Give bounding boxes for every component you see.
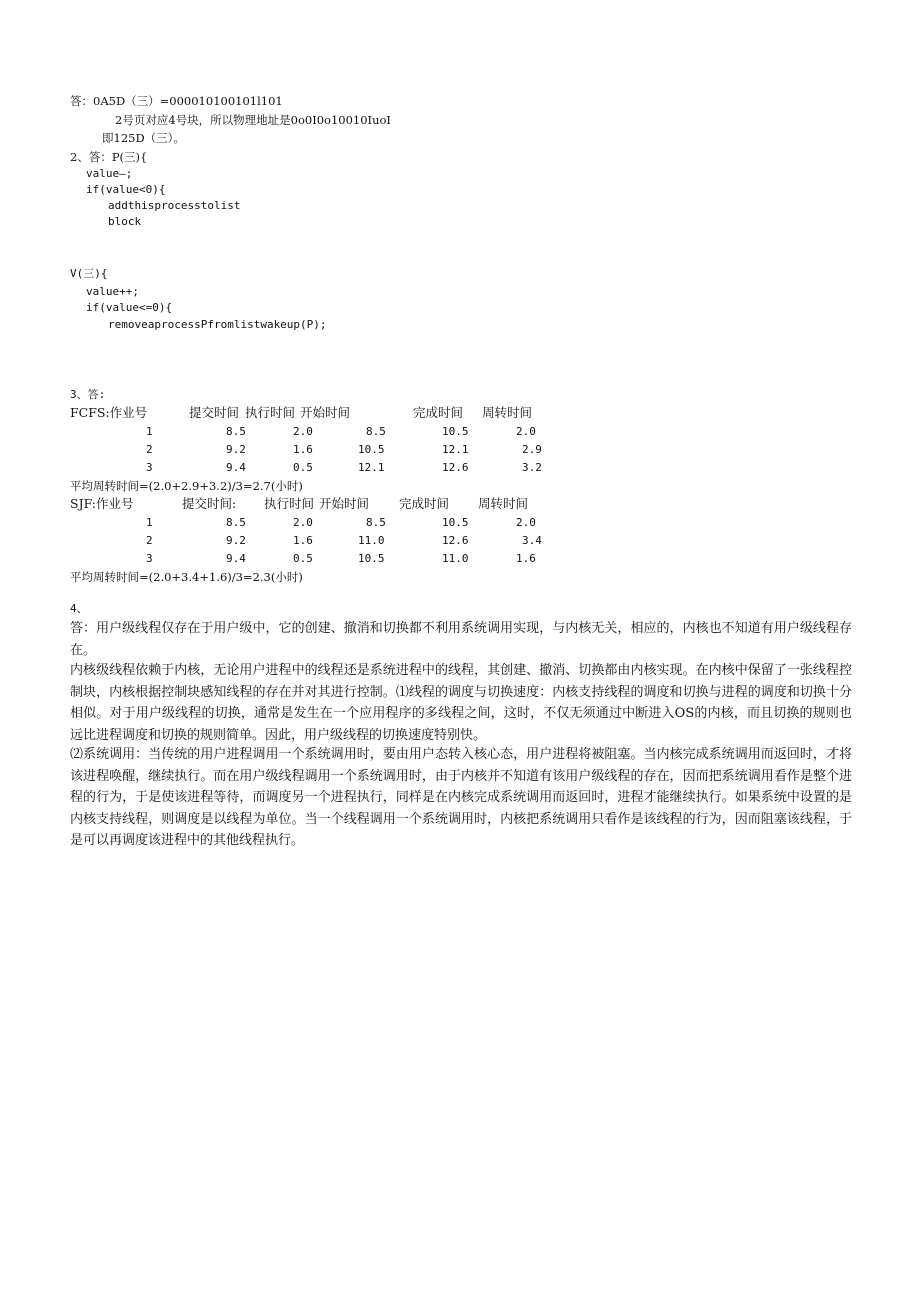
sjf-header-start: 开始时间 [319, 496, 370, 511]
table-cell: 1.6 [293, 443, 313, 456]
code-line: if(value<=0){ [86, 301, 173, 314]
table-cell: 1 [146, 516, 153, 529]
fcfs-header-start: 开始时间 [300, 405, 351, 420]
code-line: value—; [86, 167, 133, 180]
answer4-paragraph: 内核级线程依赖于内核，无论用户进程中的线程还是系统进程中的线程，其创建、撤消、切换都由内核实现。在内核中保留了一张线程控制块，内核根据控制块感知线程的存在并对其进行控制。⑴线程的调度与切换速度：内核支持线程的调度和切换与进程的调度和切换十分相似。对于用户级线程的切换，通常是发生在一个应用程序的多线程之间，这时，不仅无须通过中断进入OS的内核，而且切换的规则也远比进程调度和切换的规则简单。因此，用户级线程的切换速度特别快。 [70, 663, 852, 743]
code-line: removeaprocessPfromlistwakeup(P); [108, 318, 327, 331]
table-cell: 9.2 [226, 443, 246, 456]
code-line: value++; [86, 285, 139, 298]
code-line: block [108, 215, 142, 228]
answer3-label: 3、答: [70, 388, 106, 401]
fcfs-header-submit: 提交时间 [189, 405, 240, 420]
table-cell: 2 [146, 534, 153, 547]
fcfs-label: FCFS:作业号 [70, 405, 148, 420]
table-cell: 2.9 [522, 443, 542, 456]
fcfs-header-exec: 执行时间 [245, 405, 296, 420]
code-line: if(value<0){ [86, 183, 166, 196]
table-cell: 0.5 [293, 552, 313, 565]
table-cell: 1.6 [293, 534, 313, 547]
table-cell: 3 [146, 552, 153, 565]
table-cell: 10.5 [358, 552, 385, 565]
answer4-paragraph: 答：用户级线程仅存在于用户级中，它的创建、撤消和切换都不利用系统调用实现，与内核无关，相应的，内核也不知道有用户级线程存在。 [70, 621, 852, 658]
table-cell: 3.4 [522, 534, 542, 547]
fcfs-header-finish: 完成时间 [413, 405, 464, 420]
table-cell: 0.5 [293, 461, 313, 474]
table-cell: 2.0 [293, 516, 313, 529]
table-cell: 10.5 [442, 425, 469, 438]
answer1-line2: 2号页对应4号块，所以物理地址是0o0I0o10010IuoI [115, 113, 391, 127]
answer1-line3: 即125D（三）。 [102, 131, 185, 145]
table-cell: 2.0 [293, 425, 313, 438]
sjf-header-exec: 执行时间 [264, 496, 315, 511]
table-cell: 2.0 [516, 516, 536, 529]
table-cell: 3.2 [522, 461, 542, 474]
answer4-label: 4、 [70, 602, 88, 615]
table-cell: 11.0 [442, 552, 469, 565]
fcfs-header-turnaround: 周转时间 [482, 405, 533, 420]
sjf-label: SJF:作业号 [70, 496, 134, 511]
sjf-average: 平均周转时间=(2.0+3.4+1.6)/3=2.3(小时) [70, 570, 303, 584]
answer1-line1: 答：0A5D（三）=000010100101l101 [70, 94, 283, 108]
code-line: addthisprocesstolist [108, 199, 241, 212]
table-cell: 12.1 [442, 443, 469, 456]
table-cell: 12.1 [358, 461, 385, 474]
table-cell: 9.4 [226, 461, 246, 474]
table-cell: 10.5 [442, 516, 469, 529]
answer2-label: 2、答：P(三){ [70, 150, 148, 164]
sjf-header-submit: 提交时间: [182, 496, 237, 511]
table-cell: 2 [146, 443, 153, 456]
table-cell: 9.2 [226, 534, 246, 547]
answer4-paragraph: ⑵系统调用：当传统的用户进程调用一个系统调用时，要由用户态转入核心态，用户进程将被阻塞。当内核完成系统调用而返回时，才将该进程唤醒，继续执行。而在用户级线程调用一个系统调用时，由于内核并不知道有该用户级线程的存在，因而把系统调用看作是整个进程的行为，于是使该进程等待，而调度另一个进程执行，同样是在内核完成系统调用而返回时，进程才能继续执行。如果系统中设置的是内核支持线程，则调度是以线程为单位。当一个线程调用一个系统调用时，内核把系统调用只看作是该线程的行为，因而阻塞该线程，于是可以再调度该进程中的其他线程执行。 [70, 747, 852, 848]
table-cell: 2.0 [516, 425, 536, 438]
table-cell: 12.6 [442, 534, 469, 547]
table-cell: 11.0 [358, 534, 385, 547]
table-cell: 8.5 [226, 425, 246, 438]
table-cell: 1 [146, 425, 153, 438]
table-cell: 9.4 [226, 552, 246, 565]
sjf-header-turnaround: 周转时间 [478, 496, 529, 511]
table-cell: 8.5 [366, 516, 386, 529]
table-cell: 12.6 [442, 461, 469, 474]
fcfs-average: 平均周转时间=(2.0+2.9+3.2)/3=2.7(小时) [70, 479, 303, 493]
table-cell: 8.5 [226, 516, 246, 529]
table-cell: 8.5 [366, 425, 386, 438]
table-cell: 3 [146, 461, 153, 474]
v-header: V(三){ [70, 267, 108, 280]
table-cell: 1.6 [516, 552, 536, 565]
table-cell: 10.5 [358, 443, 385, 456]
sjf-header-finish: 完成时间 [399, 496, 450, 511]
